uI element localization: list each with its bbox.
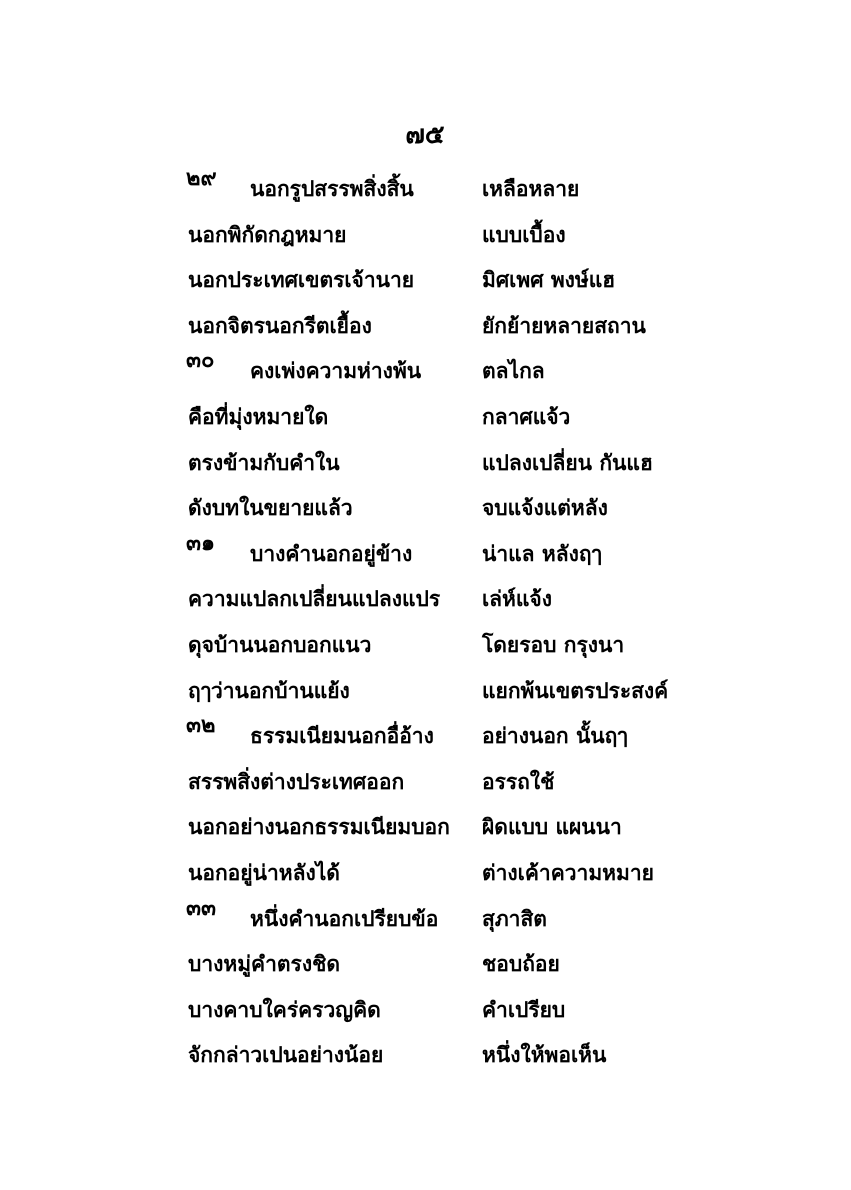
verse-right: แบบเบื้อง <box>482 222 566 247</box>
verse-line <box>0 755 851 801</box>
verse-left: คงเพ่งความห่างพ้น <box>250 359 422 384</box>
verse-line <box>0 937 851 983</box>
verse-line <box>0 253 851 299</box>
verse-line <box>0 1028 851 1074</box>
verse-line <box>0 436 851 482</box>
verse-left: ธรรมเนียมนอกอื่อ้าง <box>250 724 434 749</box>
verse-right: เหลือหลาย <box>482 177 580 201</box>
verse-line <box>0 664 851 710</box>
verse-left: นอกรูปสรรพสิ่งสิ้น <box>250 177 414 201</box>
verse-left: ดุจบ้านนอกบอกแนว <box>188 632 372 657</box>
verse-left: บางคำนอกอยู่ข้าง <box>250 541 413 566</box>
page-number: ๗๕ <box>405 120 445 150</box>
verse-line <box>0 572 851 618</box>
verse-right: แยกพ้นเขตรประสงค์ <box>482 678 669 703</box>
verse-right: ตลไกล <box>482 359 545 384</box>
verse-right: ยักย้ายหลายสถาน <box>482 313 646 338</box>
verse-right: น่าแล หลังฤๅ <box>482 541 602 566</box>
verse-right: กลาศแจ้ว <box>482 404 571 429</box>
verse-right: ต่างเค้าความหมาย <box>482 860 654 885</box>
stanza-number: ๓๒ <box>186 713 216 739</box>
verse-right: คำเปรียบ <box>482 997 566 1022</box>
verse-left: หนึ่งคำนอกเปรียบข้อ <box>250 906 439 931</box>
verse-line <box>0 299 851 345</box>
verse-left: สรรพสิ่งต่างประเทศออก <box>188 769 405 794</box>
verse-line <box>0 800 851 846</box>
verse-left: นอกประเทศเขตรเจ้านาย <box>188 268 415 293</box>
verse-line <box>0 390 851 436</box>
verse-left: จักกล่าวเปนอย่างน้อย <box>188 1043 384 1068</box>
verse-right: โดยรอบ กรุงนา <box>482 632 625 657</box>
verse-right: สุภาสิต <box>482 906 547 931</box>
stanza-number: ๓๐ <box>186 348 215 374</box>
verse-line <box>0 527 851 573</box>
verse-line <box>0 892 851 938</box>
verse-left: บางคาบใคร่ครวญคิด <box>188 997 381 1022</box>
verse-line <box>0 344 851 390</box>
verse-right: หนึ่งให้พอเห็น <box>482 1043 607 1068</box>
verse-left: บางหมู่คำตรงชิด <box>188 952 340 977</box>
verse-left: คือที่มุ่งหมายใด <box>188 404 329 429</box>
verse-left: ดังบทในขยายแล้ว <box>188 496 353 521</box>
verse-line <box>0 709 851 755</box>
verse-right: มิศเพศ พงษ์แฮ <box>482 268 616 293</box>
verse-line <box>0 208 851 254</box>
verse-line <box>0 846 851 892</box>
verse-right: เล่ห์แจ้ง <box>482 587 552 612</box>
verse-line <box>0 618 851 664</box>
verse-right: ผิดแบบ แผนนา <box>482 815 622 840</box>
verse-left: นอกพิกัดกฎหมาย <box>188 222 347 247</box>
verse-list <box>0 162 851 1074</box>
stanza-number: ๓๑ <box>186 530 216 556</box>
verse-right: อย่างนอก นั้นฤๅ <box>482 724 628 749</box>
verse-left: นอกจิตรนอกรีตเยื้อง <box>188 313 372 338</box>
verse-left: ตรงข้ามกับคำใน <box>188 450 340 475</box>
stanza-number: ๓๓ <box>186 895 217 921</box>
verse-line <box>0 481 851 527</box>
verse-left: นอกอย่างนอกธรรมเนียมบอก <box>188 815 450 840</box>
verse-right: แปลงเปลี่ยน กันแฮ <box>482 450 653 475</box>
verse-line <box>0 983 851 1029</box>
verse-left: นอกอยู่น่าหลังได้ <box>188 860 340 885</box>
stanza-number: ๒๙ <box>186 166 217 191</box>
verse-left: ความแปลกเปลี่ยนแปลงแปร <box>188 587 441 612</box>
verse-line <box>0 162 851 208</box>
verse-left: ฤๅว่านอกบ้านแย้ง <box>188 678 350 703</box>
verse-right: จบแจ้งแต่หลัง <box>482 496 608 521</box>
verse-right: อรรถใช้ <box>482 769 555 794</box>
verse-right: ชอบถ้อย <box>482 952 560 977</box>
